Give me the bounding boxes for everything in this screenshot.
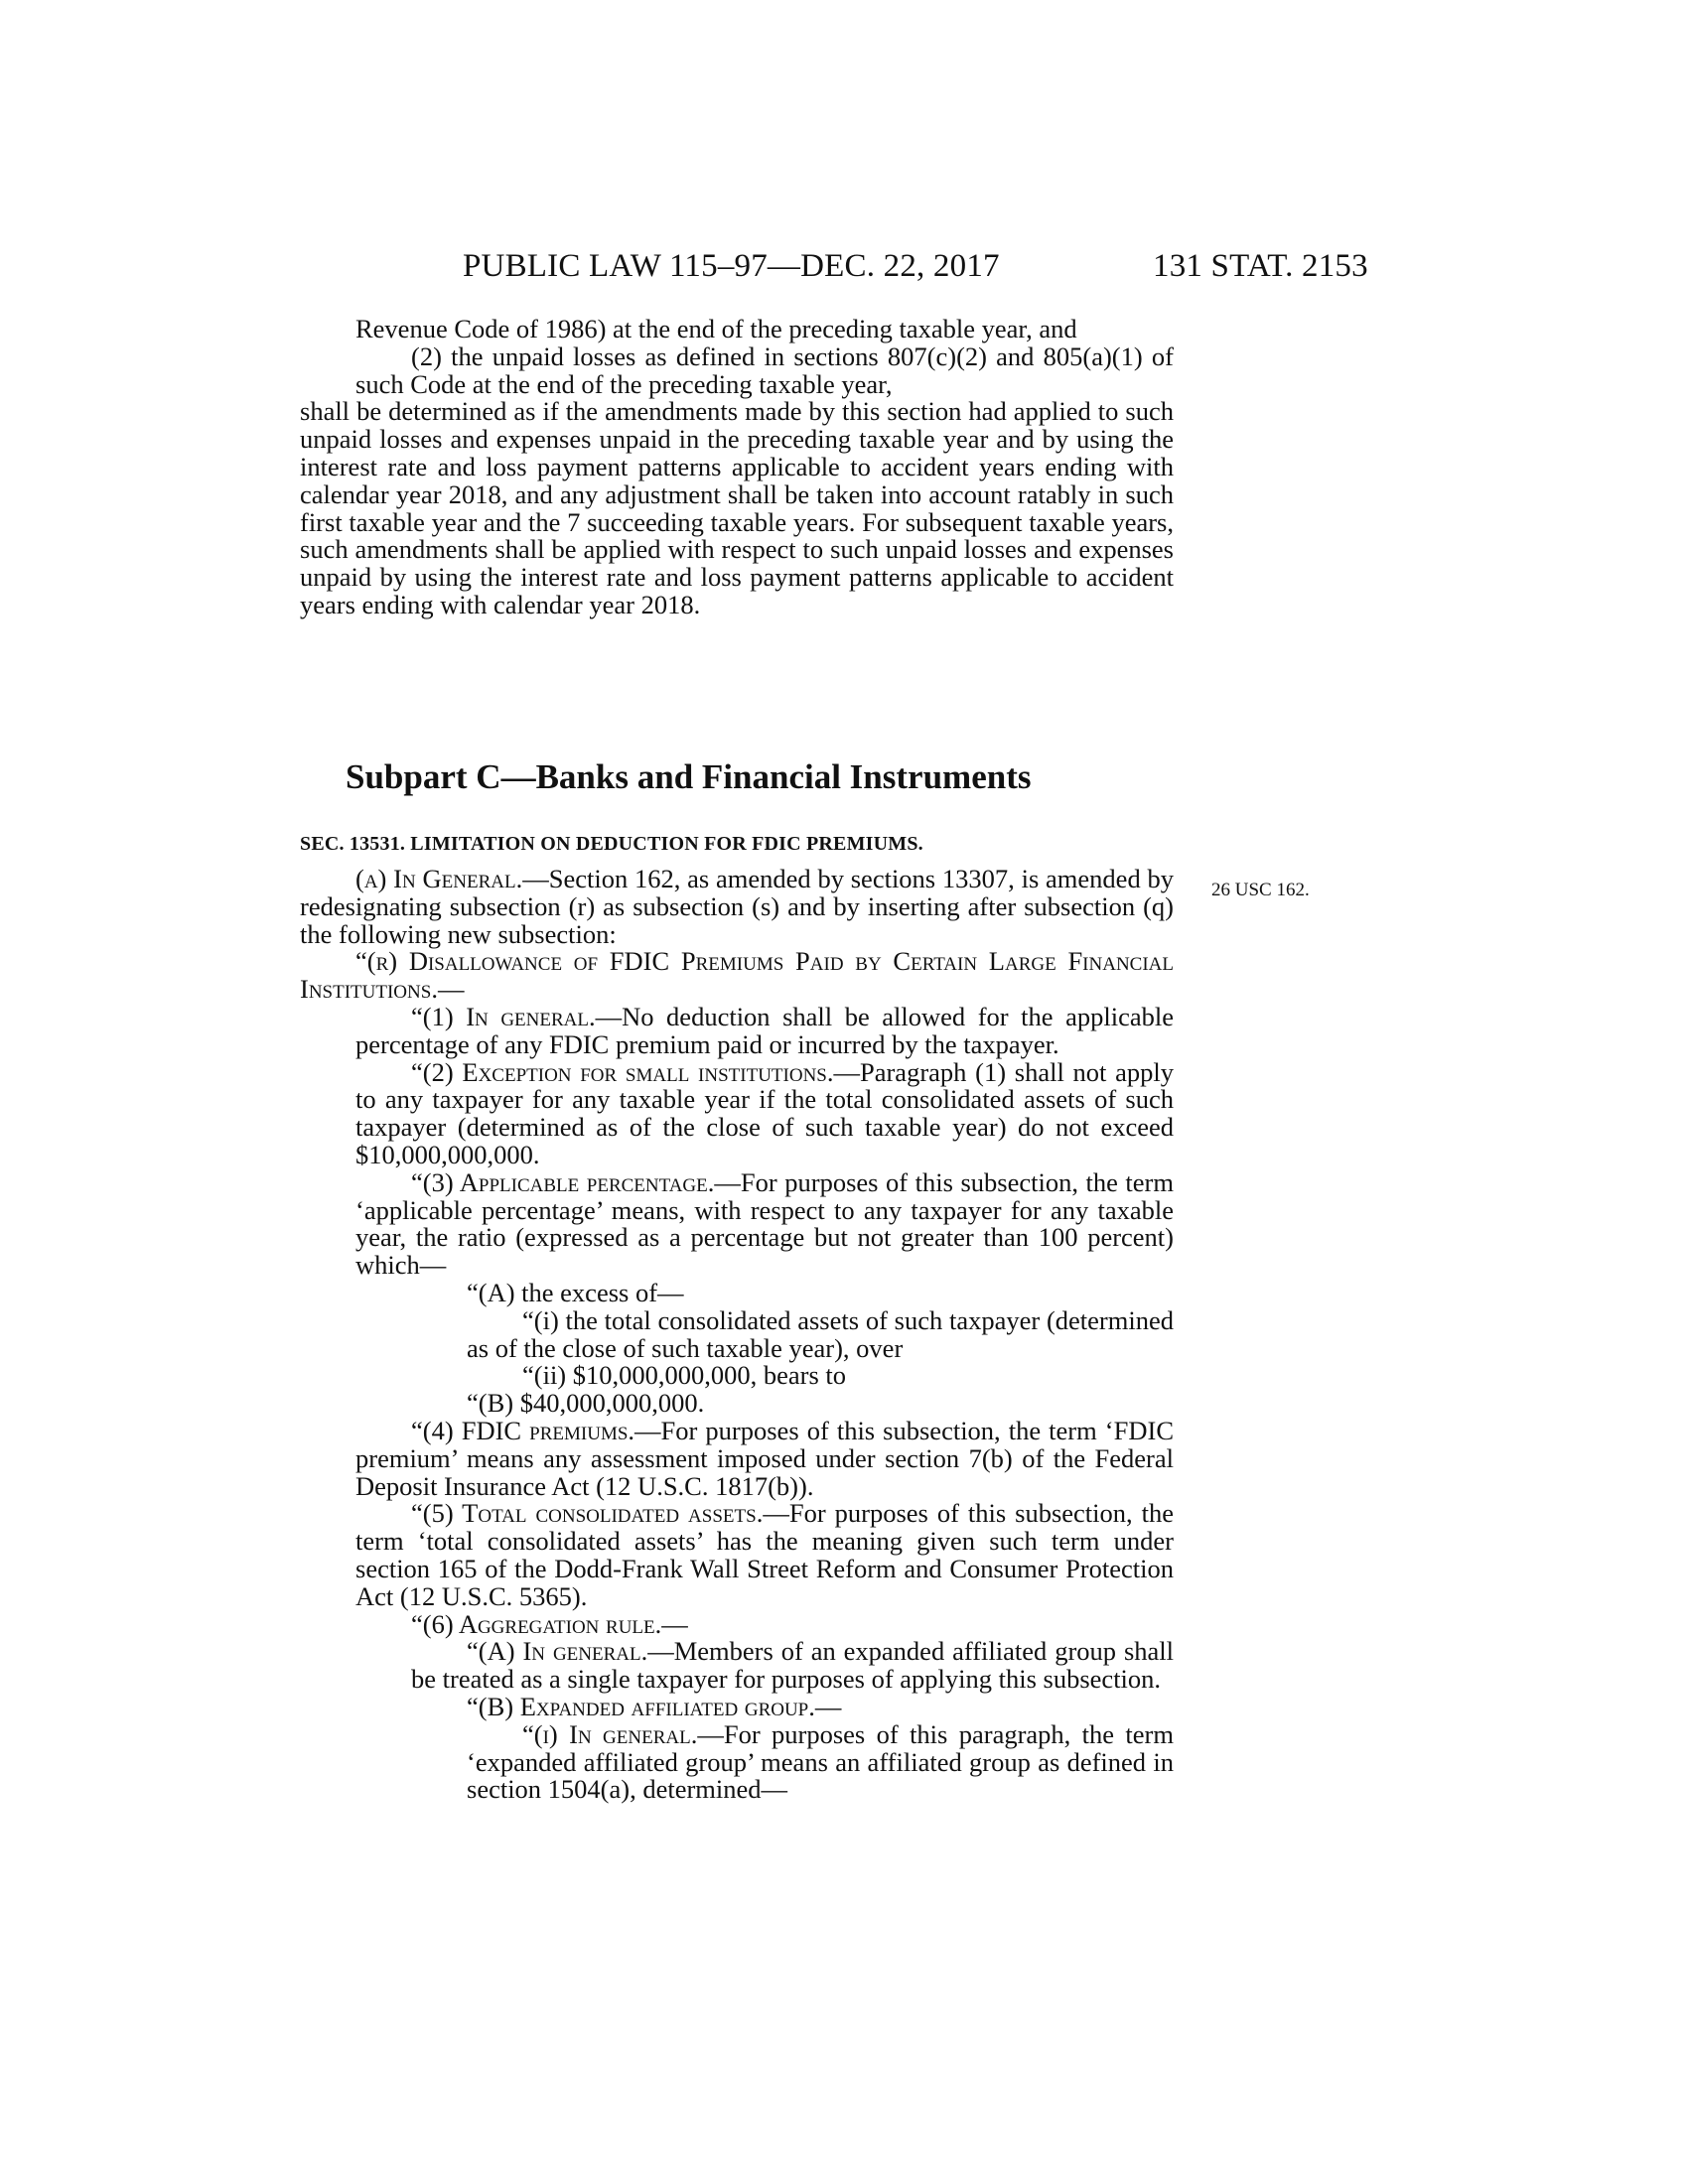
clause-6a-text: Members of an expanded affiliated group shall be treated as a single taxpayer for purposes of applying this subsection. [411,1636,1174,1695]
paragraph-3-text: For purposes of this subsection, the term ‘applicable percentage’ means, with respect to any taxpayer for any taxable year, the ratio (expressed as a percentage but not greater than 100 percent) which— [355,1166,1174,1281]
subsection-a-text: Section 162, as amended by sections 13307, is amended by redesignating subsection (r) as subsection (s) and by inserting after subsection (q) the following new subsection: [300,864,1174,949]
paragraph-1-text: No deduction shall be allowed for the applicable percentage of any FDIC premium paid or incurred by the taxpayer. [355,1001,1174,1059]
paragraph-2 [300,1056,1174,1169]
paragraph-4-text: For purposes of this subsection, the term ‘FDIC premium’ means any assessment imposed under section 7(b) of the Federal Deposit Insurance Act (12 U.S.C. 1817(b)). [355,1415,1174,1501]
subsection-a [300,866,1174,948]
clause-3a-ii: “(ii) $10,000,000,000, bears to [522,1360,847,1391]
paragraph-2-text: Paragraph (1) shall not apply to any taxpayer for any taxable year if the total consolidated assets of such taxpayer (determined as of the close of such taxable year) do not exceed $10,000,000,000. [355,1056,1174,1169]
paragraph-1-heading: “(1) In general.— [411,1001,623,1031]
paragraph-3 [300,1166,1174,1281]
clause-6a [300,1638,1174,1694]
paragraph-5 [300,1500,1174,1610]
paragraph-2-heading: “(2) Exception for small institutions.— [411,1056,860,1087]
subsection-r-heading: “(r) Disallowance of FDIC Premiums Paid by Certain Large Financial Institutions.— [300,946,1174,1005]
clause-6b-i [300,1718,1174,1805]
paragraph: shall be determined as if the amendments made by this section had applied to such unpaid losses and expenses unpaid in the preceding taxable year and by using the interest rate and loss payment patterns applicable to accident years ending with calendar year 2018, and any adjustment shall be taken into account ratably in such first taxable year and the 7 succeeding taxable years. For subsequent taxable years, such amendments shall be applied with respect to such unpaid losses and expenses unpaid by using the interest rate and loss payment patterns applicable to accident years ending with calendar year 2018. [300,396,1174,619]
paragraph-6-heading: “(6) Aggregation rule.— [411,1608,688,1639]
continuation-text [300,316,1174,619]
clause-6b-i-text: For purposes of this paragraph, the term ‘expanded affiliated group’ means an affiliated group as defined in section 1504(a), determined— [467,1718,1174,1805]
margin-citation: 26 USC 162. [1211,880,1310,900]
paragraph: Revenue Code of 1986) at the end of the preceding taxable year, and [355,314,1077,343]
clause-3a: “(A) the excess of— [467,1277,684,1307]
paragraph-4-heading: “(4) FDIC premiums.— [411,1415,661,1445]
section-body [300,866,1174,1804]
paragraph-5-text: For purposes of this subsection, the term ‘total consolidated assets’ has the meaning given such term under section 165 of the Dodd-Frank Wall Street Reform and Consumer Protection Act (12 U.S.C. 5365). [355,1498,1175,1611]
page-stat-number: 131 STAT. 2153 [1153,248,1368,284]
page-header-title: PUBLIC LAW 115–97—DEC. 22, 2017 [463,248,1000,284]
clause-3b: “(B) $40,000,000,000. [467,1388,705,1419]
subpart-heading: Subpart C—Banks and Financial Instruments [346,757,1032,796]
paragraph-5-heading: “(5) Total consolidated assets.— [411,1498,789,1529]
clause-6a-heading: “(A) In general.— [467,1636,674,1667]
clause-6b-i-heading: “(i) In general.— [522,1718,724,1749]
clause-6b-heading: “(B) Expanded affiliated group.— [467,1691,842,1721]
paragraph-3-heading: “(3) Applicable percentage.— [411,1166,741,1197]
clause-3a-i: “(i) the total consolidated assets of such taxpayer (determined as of the close of such taxable year), over [467,1304,1174,1363]
paragraph-1 [300,1001,1174,1059]
paragraph-4 [300,1415,1174,1501]
subsection-a-heading: (a) In General.— [355,864,549,893]
section-heading: SEC. 13531. LIMITATION ON DEDUCTION FOR FDIC PREMIUMS. [300,833,923,855]
paragraph: (2) the unpaid losses as defined in sections 807(c)(2) and 805(a)(1) of such Code at the end of the preceding taxable year, [355,341,1174,399]
